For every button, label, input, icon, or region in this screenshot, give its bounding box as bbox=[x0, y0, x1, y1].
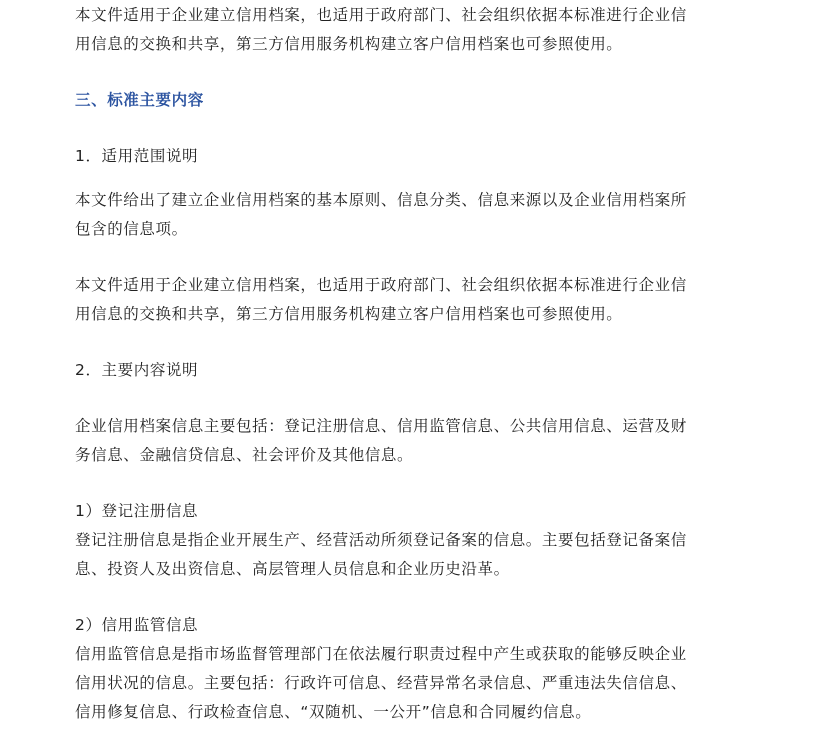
text-line: 务信息、金融信贷信息、社会评价及其他信息。 bbox=[75, 446, 414, 464]
item-block-supervision bbox=[75, 611, 765, 727]
scope-paragraph-1 bbox=[75, 186, 765, 244]
text-line: 信用修复信息、行政检查信息、“双随机、一公开”信息和合同履约信息。 bbox=[75, 703, 592, 721]
content-paragraph bbox=[75, 412, 765, 470]
intro-paragraph bbox=[75, 1, 765, 59]
subsection-title: 2．主要内容说明 bbox=[75, 361, 199, 379]
item-title: 1）登记注册信息 bbox=[75, 502, 199, 520]
text-line: 息、投资人及出资信息、高层管理人员信息和企业历史沿革。 bbox=[75, 560, 510, 578]
subsection-title: 1．适用范围说明 bbox=[75, 147, 199, 165]
item-title: 2）信用监管信息 bbox=[75, 616, 199, 634]
text-line: 企业信用档案信息主要包括：登记注册信息、信用监管信息、公共信用信息、运营及财 bbox=[75, 417, 687, 435]
text-line: 本文件适用于企业建立信用档案，也适用于政府部门、社会组织依据本标准进行企业信 bbox=[75, 276, 687, 294]
scope-paragraph-2 bbox=[75, 271, 765, 329]
text-line: 本文件适用于企业建立信用档案，也适用于政府部门、社会组织依据本标准进行企业信 bbox=[75, 6, 687, 24]
section-heading: 三、标准主要内容 bbox=[75, 91, 204, 109]
text-line: 本文件给出了建立企业信用档案的基本原则、信息分类、信息来源以及企业信用档案所 bbox=[75, 191, 687, 209]
text-line: 信用状况的信息。主要包括：行政许可信息、经营异常名录信息、严重违法失信信息、 bbox=[75, 674, 687, 692]
item-block-registration bbox=[75, 497, 765, 584]
text-line: 用信息的交换和共享，第三方信用服务机构建立客户信用档案也可参照使用。 bbox=[75, 305, 623, 323]
text-line: 登记注册信息是指企业开展生产、经营活动所须登记备案的信息。主要包括登记备案信 bbox=[75, 531, 687, 549]
text-line: 信用监管信息是指市场监督管理部门在依法履行职责过程中产生或获取的能够反映企业 bbox=[75, 645, 687, 663]
text-line: 用信息的交换和共享，第三方信用服务机构建立客户信用档案也可参照使用。 bbox=[75, 35, 623, 53]
text-line: 包含的信息项。 bbox=[75, 220, 188, 238]
article-body bbox=[75, 0, 765, 727]
